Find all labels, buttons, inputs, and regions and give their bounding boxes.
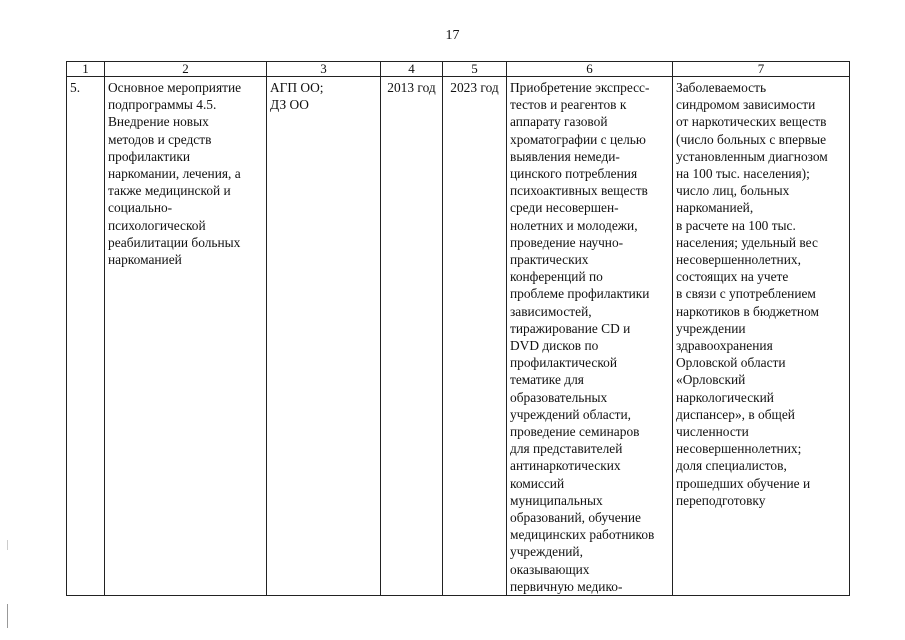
table-row xyxy=(67,77,850,596)
start-year-cell: 2013 год xyxy=(381,77,443,596)
scan-margin-mark xyxy=(7,604,8,628)
column-header: 2 xyxy=(105,62,267,77)
page-number: 17 xyxy=(445,28,460,43)
row-number-cell: 5. xyxy=(67,77,105,596)
scan-margin-mark xyxy=(7,540,8,550)
content-cell: Приобретение экспресс- тестов и реагентов к аппарату газовой хроматографии с целью выявления немеди- цинского потребления психоактивных веществ среди несовершен- нолетних и молодежи, проведение научно- практических конференций по проблеме профилактики зависимостей, тиражирование CD и DVD дисков по профилактической тематике для образовательных учреждений области, проведение семинаров для представителей антинаркотических комиссий муниципальных образований, обучение медицинских работников учреждений, оказывающих первичную медико- xyxy=(507,77,673,596)
table-header-row xyxy=(67,62,850,77)
indicators-cell: Заболеваемость синдромом зависимости от наркотических веществ (число больных с впервые установленным диагнозом на 100 тыс. населения); число лиц, больных наркоманией, в расчете на 100 тыс. населения; удельный вес несовершеннолетних, состоящих на учете в связи с употреблением наркотиков в бюджетном учреждении здравоохранения Орловской области «Орловский наркологический диспансер», в общей численности несовершеннолетних; доля специалистов, прошедших обучение и переподготовку xyxy=(673,77,850,596)
column-header: 1 xyxy=(67,62,105,77)
measure-name-cell: Основное мероприятие подпрограммы 4.5. Внедрение новых методов и средств профилактики наркомании, лечения, а также медицинской и социально- психологической реабилитации больных наркоманией xyxy=(105,77,267,596)
column-header: 3 xyxy=(267,62,381,77)
column-header: 6 xyxy=(507,62,673,77)
column-header: 4 xyxy=(381,62,443,77)
measures-table xyxy=(66,61,850,596)
end-year-cell: 2023 год xyxy=(443,77,507,596)
column-header: 5 xyxy=(443,62,507,77)
column-header: 7 xyxy=(673,62,850,77)
executor-cell: АГП ОО; ДЗ ОО xyxy=(267,77,381,596)
